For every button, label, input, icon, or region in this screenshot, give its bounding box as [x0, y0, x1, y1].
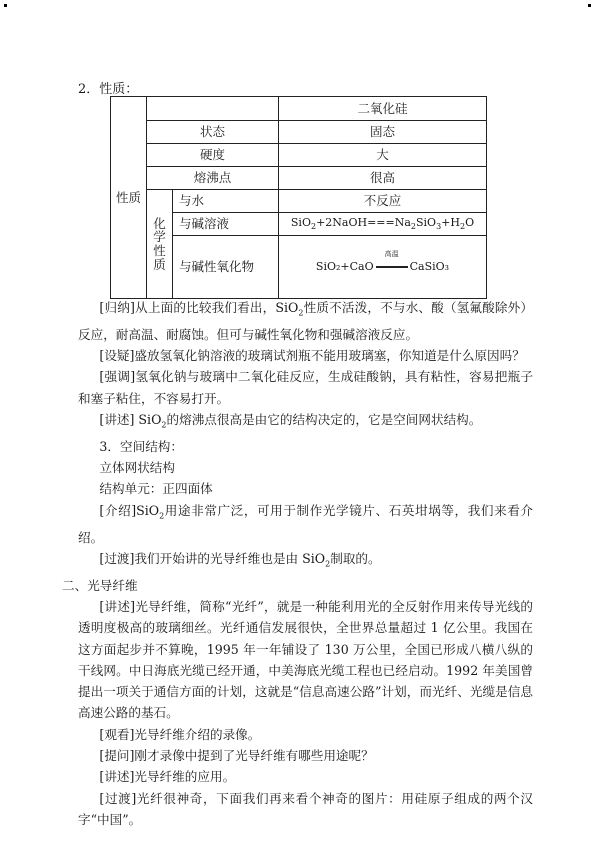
text-span: [归纳]从上面的比较我们看出，SiO: [99, 300, 299, 315]
formula-part: +H: [441, 215, 460, 229]
subscript: 2: [298, 308, 304, 318]
paragraph-question: [78, 345, 533, 366]
text-span: [介绍]SiO: [99, 502, 160, 518]
text-span: 立体网状结构: [99, 460, 175, 476]
paragraph-fiber-intro: [讲述]光导纤维，简称“光纤”，就是一种能利用光的全反射作用来传导光线的透明度极高的玻璃细丝。光纤通信发展很快，全世界总量超过 1 亿公里。我国在这方面起步并不算晚，1995 年一年铺设了 130 万公里，全国已形成八横八纵的干线网。中日海底光缆已经开通，中美海底光缆工程也已经启动。1992 年美国曾提出一项关于通信方面的计划，这就是“信息高速公路”计划，而光纤、光缆是信息高速公路的基石。: [78, 598, 533, 721]
paragraph-structure: [78, 457, 533, 478]
text-span: [强调]氢氧化钠与玻璃中二氧化硅反应，生成硅酸钠，具有粘性，容易把瓶子和塞子粘住，不容易打开。: [78, 369, 533, 406]
corner-mark-left: [4, 4, 7, 7]
text-span: [过渡]我们开始讲的光导纤维也是由 SiO: [99, 550, 326, 566]
formula-part: O: [465, 215, 475, 229]
text-span: 制取的。: [330, 550, 381, 566]
text-span: 的熔沸点很高是由它的结构决定的，它是空间网状结构。: [166, 412, 482, 427]
formula-subscript: 2: [410, 221, 416, 231]
formula-part: SiO: [416, 215, 437, 229]
subscript: 2: [161, 420, 167, 430]
subscript: 2: [159, 511, 165, 521]
text-span: 3．空间结构：: [99, 438, 183, 454]
table-row-value: 很高: [279, 167, 487, 190]
paragraph-uses: [78, 500, 533, 548]
chem-row-label: 与碱性氧化物: [173, 236, 279, 299]
chem-row-label: 与水: [173, 190, 279, 213]
paragraph-structure-note: [78, 409, 533, 436]
reactants: SiO₂+CaO: [315, 259, 374, 273]
product: CaSiO₃: [409, 259, 450, 273]
table-row-label: 状态: [147, 121, 279, 144]
paragraph-applications: [讲述]光导纤维的应用。: [99, 769, 236, 785]
paragraph-unit: [78, 478, 533, 499]
subscript: 2: [325, 559, 331, 569]
chem-label-char: 质: [153, 256, 166, 272]
reaction-formula-base: [279, 213, 487, 236]
text-span: 结构单元：正四面体: [99, 481, 213, 497]
chem-label-char: 性: [153, 243, 166, 258]
formula-subscript: 2: [459, 221, 466, 231]
section-heading-fiber: 二、光导纤维: [62, 577, 138, 593]
paragraph-question-uses: [提问]刚才录像中提到了光导纤维有哪些用途呢？: [99, 748, 374, 763]
chem-properties-label: [147, 190, 173, 299]
table-row-label: 熔沸点: [147, 167, 279, 190]
formula-part: SiO: [290, 215, 311, 229]
text-span: [设疑]盛放氢氧化钠溶液的玻璃试剂瓶不能用玻璃塞，你知道是什么原因吗？: [99, 348, 525, 364]
formula-part: +2NaOH===Na: [316, 215, 411, 229]
table-row-value: 固态: [279, 121, 487, 144]
text-span: 性质不活泼，不与水、酸（氢氟酸除外）反应，耐高温、耐腐蚀。但可与碱性氧化物和强碱溶液反应。: [78, 300, 534, 342]
paragraph-transition-image: [过渡]光纤很神奇，下面我们再来看个神奇的图片：用硅原子组成的两个汉字“中国”。: [78, 790, 533, 827]
reaction-formula-oxide: [279, 236, 487, 299]
paragraph-emphasis: [78, 366, 533, 409]
chem-row-value: 不反应: [279, 190, 487, 213]
arrow-line: [376, 266, 408, 268]
paragraph-watch: [观看]光导纤维介绍的录像。: [99, 726, 261, 742]
paragraph-transition: [78, 548, 533, 575]
paragraph-summary: [78, 297, 533, 345]
table-row-value: 大: [279, 144, 487, 167]
row-group-label: 性质: [111, 97, 147, 299]
text-span: [讲述] SiO: [99, 412, 162, 427]
table-row-label: 硬度: [147, 144, 279, 167]
formula-subscript: 3: [436, 221, 442, 231]
chem-label-char: 化: [153, 215, 166, 231]
section-title: 2．性质：: [78, 82, 139, 97]
header-blank-cell: [147, 97, 279, 121]
corner-mark-right: [588, 4, 591, 7]
text-span: 用途非常广泛，可用于制作光学镜片、石英坩埚等，我们来看介绍。: [78, 502, 534, 545]
reaction-condition: 高温: [384, 249, 399, 258]
table-header: 二氧化硅: [279, 97, 487, 121]
formula-subscript: 2: [310, 221, 317, 231]
properties-table: [110, 96, 487, 299]
chem-label-char: 学: [153, 229, 166, 245]
body-text: [62, 297, 534, 830]
reaction-arrow: [374, 249, 410, 273]
subsection-title: [78, 436, 533, 457]
chem-row-label: 与碱溶液: [173, 213, 279, 236]
